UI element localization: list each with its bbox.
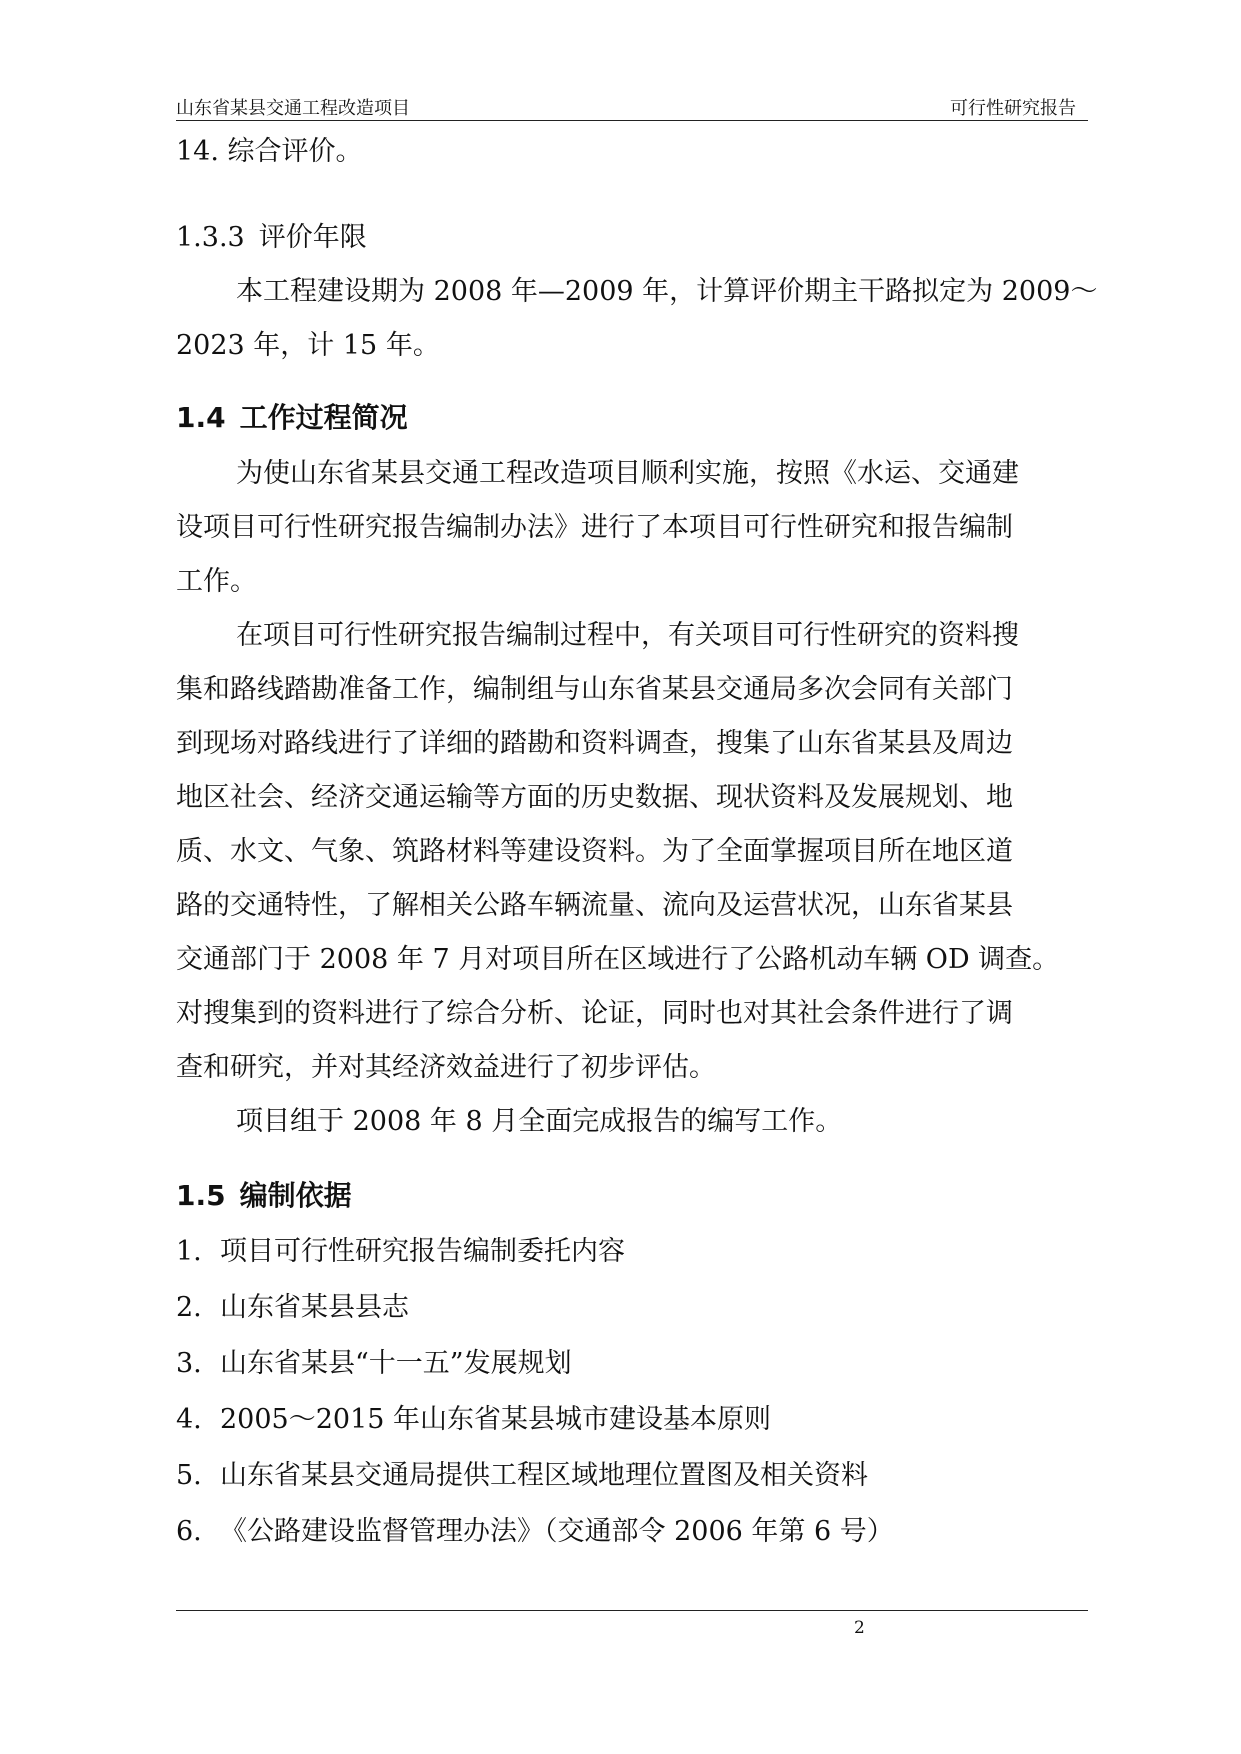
list-item-14: 14. 综合评价。 <box>176 136 363 167</box>
list-item-text: 2005～2015 年山东省某县城市建设基本原则 <box>220 1404 772 1435</box>
page-number: 2 <box>854 1618 865 1638</box>
paragraph-line: 到现场对路线进行了详细的踏勘和资料调查，搜集了山东省某县及周边 <box>176 728 1013 759</box>
paragraph-line: 在项目可行性研究报告编制过程中，有关项目可行性研究的资料搜 <box>236 620 1019 651</box>
list-item-number: 4. <box>176 1404 202 1435</box>
paragraph-line: 项目组于 2008 年 8 月全面完成报告的编写工作。 <box>236 1106 843 1137</box>
list-item-text: 山东省某县县志 <box>220 1292 409 1323</box>
list-item-number: 3. <box>176 1348 202 1379</box>
list-item-number: 6. <box>176 1516 202 1547</box>
basis-list-item <box>176 1232 625 1272</box>
paragraph-line: 地区社会、经济交通运输等方面的历史数据、现状资料及发展规划、地 <box>176 782 1013 813</box>
paragraph-line: 2023 年，计 15 年。 <box>176 330 440 361</box>
list-item-text: 山东省某县交通局提供工程区域地理位置图及相关资料 <box>220 1460 868 1491</box>
paragraph-line: 为使山东省某县交通工程改造项目顺利实施，按照《水运、交通建 <box>236 458 1019 489</box>
paragraph-line: 对搜集到的资料进行了综合分析、论证，同时也对其社会条件进行了调 <box>176 998 1013 1029</box>
paragraph-line: 交通部门于 2008 年 7 月对项目所在区域进行了公路机动车辆 OD 调查。 <box>176 944 1060 975</box>
list-item-text: 《公路建设监督管理办法》（交通部令 2006 年第 6 号） <box>220 1516 894 1547</box>
section-heading-1-5 <box>176 1176 352 1216</box>
basis-list-item <box>176 1344 572 1384</box>
subsection-number: 1.3.3 <box>176 222 245 253</box>
basis-list-item <box>176 1400 771 1440</box>
list-item-number: 2. <box>176 1292 202 1323</box>
section-number: 1.4 <box>176 401 226 434</box>
subsection-heading-1-3-3 <box>176 218 367 258</box>
footer-divider <box>176 1610 1088 1611</box>
paragraph-line: 集和路线踏勘准备工作，编制组与山东省某县交通局多次会同有关部门 <box>176 674 1013 705</box>
page-header <box>176 92 1088 121</box>
basis-list-item <box>176 1288 409 1328</box>
section-heading-1-4 <box>176 398 408 438</box>
section-title: 工作过程简况 <box>239 401 408 434</box>
paragraph-line: 质、水文、气象、筑路材料等建设资料。为了全面掌握项目所在地区道 <box>176 836 1013 867</box>
header-document-title: 山东省某县交通工程改造项目 <box>176 98 410 119</box>
paragraph-line: 设项目可行性研究报告编制办法》进行了本项目可行性研究和报告编制 <box>176 512 1013 543</box>
paragraph-line: 工作。 <box>176 566 257 597</box>
paragraph-line: 查和研究，并对其经济效益进行了初步评估。 <box>176 1052 716 1083</box>
list-item-text: 项目可行性研究报告编制委托内容 <box>220 1236 625 1267</box>
list-item-number: 5. <box>176 1460 202 1491</box>
list-item-text: 山东省某县“十一五”发展规划 <box>220 1348 572 1379</box>
paragraph-line: 路的交通特性，了解相关公路车辆流量、流向及运营状况，山东省某县 <box>176 890 1013 921</box>
section-title: 编制依据 <box>239 1179 352 1212</box>
list-item-number: 1. <box>176 1236 202 1267</box>
paragraph-line: 本工程建设期为 2008 年—2009 年，计算评价期主干路拟定为 2009～ <box>236 276 1098 307</box>
subsection-title: 评价年限 <box>258 222 367 253</box>
basis-list-item <box>176 1456 868 1496</box>
section-number: 1.5 <box>176 1179 226 1212</box>
basis-list-item <box>176 1512 894 1552</box>
header-report-type: 可行性研究报告 <box>950 98 1076 119</box>
